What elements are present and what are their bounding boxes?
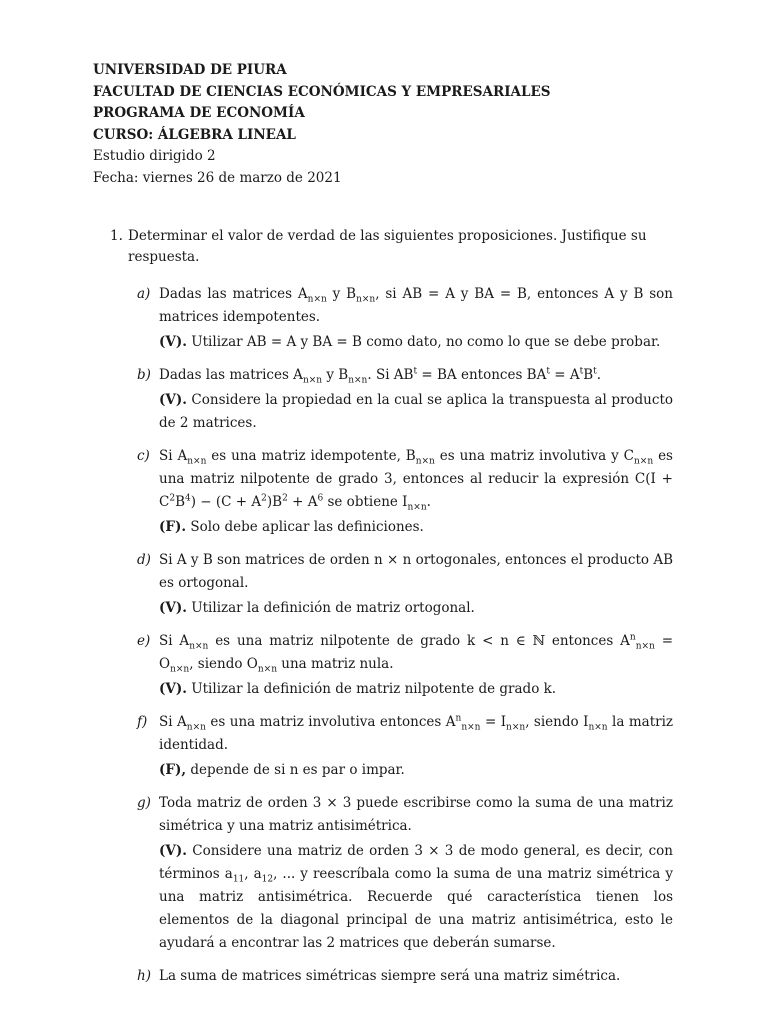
assignment-date: Fecha: viernes 26 de marzo de 2021: [93, 169, 342, 186]
question-number: 1.: [110, 228, 123, 244]
item-statement: Dadas las matrices $A_{n\times n}$ y $B_{n\times n}$, si AB = A y BA = B, entonces A y B son matrices idempotentes.: [159, 286, 673, 325]
item-verdict: (F),: [159, 762, 187, 778]
item-verdict: (V).: [159, 392, 187, 408]
university-name: UNIVERSIDAD DE PIURA: [93, 62, 287, 78]
item-hint: [159, 678, 673, 701]
item-label: g): [137, 795, 151, 811]
course-name: CURSO: ÁLGEBRA LINEAL: [93, 126, 296, 143]
item-label: h): [137, 968, 151, 984]
item-verdict: (V).: [159, 843, 187, 859]
item-hint-text: Utilizar la definición de matriz ortogonal.: [191, 600, 475, 616]
item-e: [93, 630, 673, 701]
item-a: [93, 283, 673, 354]
faculty-name: FACULTAD DE CIENCIAS ECONÓMICAS Y EMPRESARIALES: [93, 83, 551, 100]
item-hint-text: Considere la propiedad en la cual se aplica la transpuesta al producto de 2 matrices.: [159, 392, 673, 431]
item-g: [93, 792, 673, 955]
assignment-title: Estudio dirigido 2: [93, 148, 216, 164]
item-verdict: (V).: [159, 681, 187, 697]
question-list: [93, 226, 673, 998]
item-h: [93, 965, 673, 988]
item-statement: La suma de matrices simétricas siempre será una matriz simétrica.: [159, 968, 621, 984]
item-verdict: (V).: [159, 334, 187, 350]
item-hint: [159, 759, 673, 782]
item-c: [93, 445, 673, 539]
item-label: a): [137, 286, 151, 302]
item-label: e): [137, 633, 151, 649]
item-hint: [159, 840, 673, 955]
item-d: [93, 549, 673, 620]
item-statement: Si $A_{n\times n}$ es una matriz involutiva entonces $A^n_{n\times n} = I_{n\times n}$, siendo $I_{n\times n}$ la matriz identidad.: [159, 713, 674, 753]
item-hint: [159, 331, 673, 354]
item-statement: Si $A_{n\times n}$ es una matriz idempotente, $B_{n\times n}$ es una matriz involutiva y $C_{n\times n}$ es una matriz nilpotente de grado 3, entonces al reducir la expresión $C(I + C^2B^4) - (C + A^2)B^2 + A^6$ se obtiene $I_{n\times n}$.: [159, 448, 673, 513]
item-label: f): [137, 714, 148, 730]
question-text: Determinar el valor de verdad de las siguientes proposiciones. Justifique su respuesta.: [128, 228, 647, 265]
item-verdict: (V).: [159, 600, 187, 616]
item-hint-text: depende de si n es par o impar.: [190, 762, 405, 778]
item-statement: Si $A_{n\times n}$ es una matriz nilpotente de grado k < n ∈ ℕ entonces $A^n_{n\times n} = O_{n\times n}$, siendo $O_{n\times n}$ una matriz nula.: [159, 632, 674, 675]
item-label: b): [137, 367, 151, 383]
item-statement: Si A y B son matrices de orden n × n ortogonales, entonces el producto AB es ortogonal.: [159, 552, 673, 591]
item-b: [93, 364, 673, 435]
item-hint-text: Considere una matriz de orden 3 × 3 de modo general, es decir, con términos $a_{11}$, $a_{12}$, ... y reescríbala como la suma de una matriz simétrica y una matriz antisimétrica. Recuerde qué característica tienen los elementos de la diagonal principal de una matriz antisimétrica, esto le ayudará a encontrar las 2 matrices que deberán sumarse.: [159, 843, 674, 951]
program-name: PROGRAMA DE ECONOMÍA: [93, 105, 305, 121]
item-hint-text: Utilizar la definición de matriz nilpotente de grado k.: [191, 681, 557, 697]
question-items: [93, 283, 673, 988]
item-hint-text: Utilizar AB = A y BA = B como dato, no como lo que se debe probar.: [191, 334, 661, 350]
item-label: c): [137, 448, 150, 464]
item-hint: [159, 516, 673, 539]
item-statement: Dadas las matrices $A_{n\times n}$ y $B_{n\times n}$. Si $AB^t$ = BA entonces $BA^t = A^tB^t$.: [159, 366, 602, 386]
item-hint: [159, 597, 673, 620]
item-hint: [159, 389, 673, 435]
item-hint-text: Solo debe aplicar las definiciones.: [190, 519, 424, 535]
item-verdict: (F).: [159, 519, 187, 535]
question-1: [93, 226, 673, 268]
item-f: [93, 711, 673, 782]
item-statement: Toda matriz de orden 3 × 3 puede escribirse como la suma de una matriz simétrica y una matriz antisimétrica.: [159, 795, 673, 834]
document-header: [93, 60, 693, 189]
item-label: d): [137, 552, 151, 568]
